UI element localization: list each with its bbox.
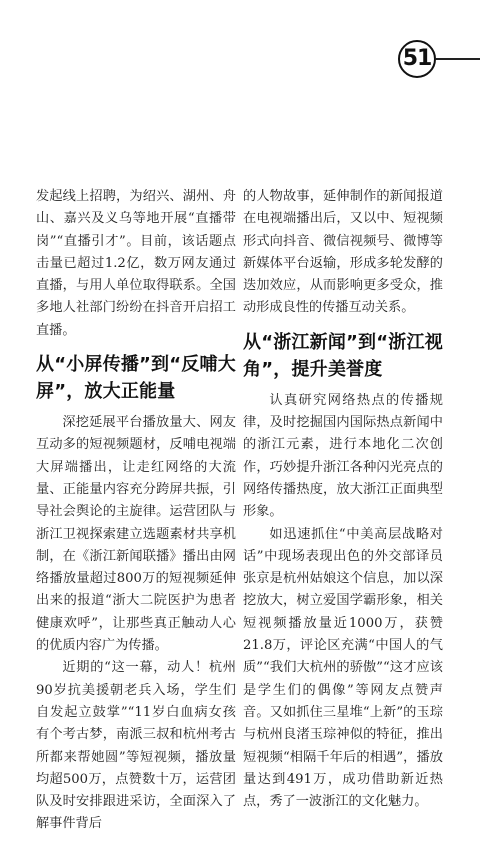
paragraph-recruitment: 发起线上招聘，为绍兴、湖州、舟山、嘉兴及义乌等地开展“直播带岗”“直播引才”。目前，该话题点击量已超过1.2亿，数万网友通过直播，与用人单位取得联系。全国多地人社部门纷纷在抖音开启招工直播。 [36,189,236,338]
section-heading-small-screen: 从“小屏传播”到“反哺大屏”，放大正能量 [36,354,236,403]
paragraph-reverse-feed: 深挖延展平台播放量大、网友互动多的短视频题材，反哺电视端大屏端播出，让走红网络的大流量、正能量内容充分跨屏共振，引导社会舆论的主旋律。运营团队与浙江卫视探索建立选题素材共享机制，在《浙江新闻联播》播出由网络播放量超过800万的短视频延伸出来的报道“浙大二院医护为患者健康欢呼”，让那些真正触动人心的优质内容广为传播。 [36,415,236,654]
page-number: 51 [398,40,436,78]
paragraph-hotspot-research: 认真研究网络热点的传播规律，及时挖掘国内国际热点新闻中的浙江元素，进行本地化二次创作，巧妙提升浙江各种闪光亮点的网络传播热度，放大浙江正面典型形象。 [243,392,443,520]
paragraph-interaction: 的人物故事，延伸制作的新闻报道在电视端播出后，又以中、短视频形式向抖音、微信视频号、微博等新媒体平台返输，形成多轮发酵的迭加效应，从而影响更多受众，推动形成良性的传播互动关系。 [243,189,443,316]
header-rule [436,58,480,60]
right-column [243,186,443,813]
paragraph-recent-videos: 近期的“这一幕，动人！杭州90岁抗美援朝老兵入场，学生们自发起立鼓掌”“11岁白血病女孩有个考古梦，南派三叔和杭州考古所都来帮她圆”等短视频，播放量均超500万，点赞数十万，运营团队及时安排跟进采访，全面深入了解事件背后 [36,660,236,832]
left-column [36,186,236,836]
paragraph-examples: 如迅速抓住“中美高层战略对话”中现场表现出色的外交部译员张京是杭州姑娘这个信息，加以深挖放大，树立爱国学霸形象，相关短视频播放量近1000万，获赞21.8万，评论区充满“中国人的气质”“我们大杭州的骄傲”“这才应该是学生们的偶像”等网友点赞声音。又如抓住三星堆“上新”的玉琮与杭州良渚玉琮神似的特征，推出短视频“相隔千年后的相遇”，播放量达到491万，成功借助新近热点，秀了一波浙江的文化魅力。 [243,526,443,810]
section-heading-zhejiang-perspective: 从“浙江新闻”到“浙江视角”，提升美誉度 [243,331,443,380]
